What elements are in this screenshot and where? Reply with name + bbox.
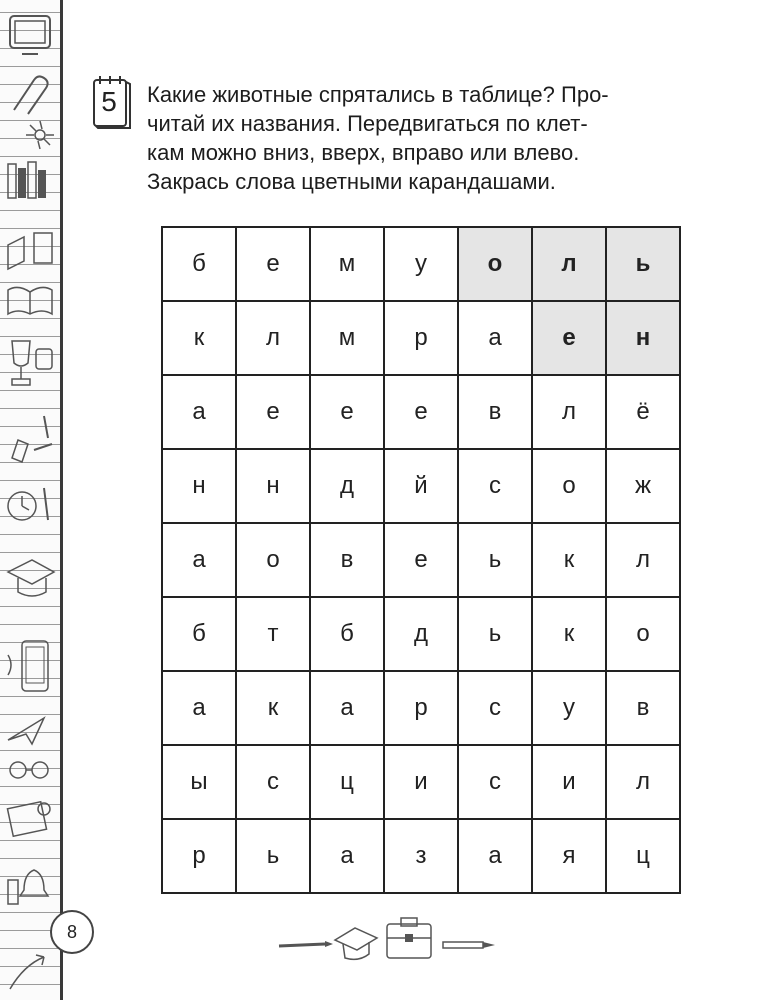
sidebar-rule-line bbox=[0, 912, 60, 913]
grid-cell[interactable]: л bbox=[532, 227, 606, 301]
grid-cell[interactable]: в bbox=[606, 671, 680, 745]
sidebar-rule-line bbox=[0, 66, 60, 67]
grid-cell[interactable]: ь bbox=[606, 227, 680, 301]
flower-icon bbox=[4, 115, 56, 155]
instruction-line: читай их названия. Передвигаться по клет- bbox=[147, 111, 588, 136]
grid-cell[interactable]: з bbox=[384, 819, 458, 893]
instruction-line: кам можно вниз, вверх, вправо или влево. bbox=[147, 140, 580, 165]
grid-cell[interactable]: е bbox=[384, 523, 458, 597]
grid-cell[interactable]: в bbox=[458, 375, 532, 449]
sidebar-rule-line bbox=[0, 156, 60, 157]
grid-cell[interactable]: е bbox=[532, 301, 606, 375]
grid-cell[interactable]: е bbox=[236, 375, 310, 449]
task-number-badge bbox=[90, 74, 132, 130]
grid-row bbox=[162, 523, 680, 597]
grid-cell[interactable]: ь bbox=[458, 597, 532, 671]
paper-plane-icon bbox=[4, 710, 56, 750]
grid-row bbox=[162, 745, 680, 819]
grid-cell[interactable]: д bbox=[384, 597, 458, 671]
clock-icon bbox=[4, 480, 56, 535]
grid-cell[interactable]: м bbox=[310, 301, 384, 375]
grid-cell[interactable]: у bbox=[384, 227, 458, 301]
grid-cell[interactable]: о bbox=[236, 523, 310, 597]
paperclip-icon bbox=[4, 70, 56, 120]
grid-cell[interactable]: л bbox=[236, 301, 310, 375]
grid-row bbox=[162, 227, 680, 301]
grid-cell[interactable]: о bbox=[458, 227, 532, 301]
grid-cell[interactable]: а bbox=[162, 671, 236, 745]
bell-icon bbox=[4, 860, 56, 910]
grid-cell[interactable]: с bbox=[458, 449, 532, 523]
letter-grid bbox=[161, 226, 681, 894]
briefcase-icon bbox=[387, 918, 431, 958]
grid-cell[interactable]: к bbox=[236, 671, 310, 745]
grid-cell[interactable]: ц bbox=[606, 819, 680, 893]
grid-cell[interactable]: б bbox=[310, 597, 384, 671]
grid-cell[interactable]: в bbox=[310, 523, 384, 597]
grid-row bbox=[162, 671, 680, 745]
grid-cell[interactable]: к bbox=[532, 523, 606, 597]
grid-cell[interactable]: р bbox=[384, 301, 458, 375]
trophy-icon bbox=[4, 335, 56, 390]
grid-cell[interactable]: ж bbox=[606, 449, 680, 523]
grid-cell[interactable]: т bbox=[236, 597, 310, 671]
task-instruction bbox=[147, 80, 707, 196]
grid-cell[interactable]: к bbox=[532, 597, 606, 671]
grid-cell[interactable]: р bbox=[162, 819, 236, 893]
sidebar-rule-line bbox=[0, 210, 60, 211]
grid-row bbox=[162, 449, 680, 523]
grid-cell[interactable]: д bbox=[310, 449, 384, 523]
arrow-doodle-icon bbox=[4, 945, 56, 995]
grid-cell[interactable]: а bbox=[162, 375, 236, 449]
pen-icon bbox=[279, 941, 333, 947]
grid-cell[interactable]: р bbox=[384, 671, 458, 745]
grid-cell[interactable]: о bbox=[606, 597, 680, 671]
grid-cell[interactable]: а bbox=[458, 819, 532, 893]
pencil-icon bbox=[4, 410, 56, 470]
phone-icon bbox=[4, 635, 56, 705]
tablet-icon bbox=[4, 10, 56, 60]
grid-cell[interactable]: л bbox=[606, 745, 680, 819]
book-icon bbox=[4, 225, 56, 275]
grid-cell[interactable]: е bbox=[384, 375, 458, 449]
grid-cell[interactable]: и bbox=[532, 745, 606, 819]
sidebar-border bbox=[60, 0, 63, 1000]
graduation-cap-icon bbox=[335, 928, 377, 959]
grid-cell[interactable]: м bbox=[310, 227, 384, 301]
grid-cell[interactable]: о bbox=[532, 449, 606, 523]
footer-decoration bbox=[275, 910, 505, 970]
grid-cell[interactable]: б bbox=[162, 597, 236, 671]
sidebar-rule-line bbox=[0, 858, 60, 859]
grid-cell[interactable]: я bbox=[532, 819, 606, 893]
grid-cell[interactable]: н bbox=[606, 301, 680, 375]
grid-cell[interactable]: а bbox=[162, 523, 236, 597]
grid-cell[interactable]: к bbox=[162, 301, 236, 375]
grid-cell[interactable]: л bbox=[606, 523, 680, 597]
grid-cell[interactable]: ь bbox=[458, 523, 532, 597]
grid-cell[interactable]: н bbox=[236, 449, 310, 523]
grid-cell[interactable]: ё bbox=[606, 375, 680, 449]
grid-cell[interactable]: ь bbox=[236, 819, 310, 893]
sidebar-rule-line bbox=[0, 390, 60, 391]
grid-cell[interactable]: ц bbox=[310, 745, 384, 819]
glasses-icon bbox=[4, 750, 56, 790]
page-number: 8 bbox=[50, 910, 94, 954]
grid-cell[interactable]: с bbox=[458, 671, 532, 745]
grid-cell[interactable]: е bbox=[310, 375, 384, 449]
grid-row bbox=[162, 597, 680, 671]
grid-row bbox=[162, 375, 680, 449]
magnifier-icon bbox=[4, 795, 56, 845]
grid-cell[interactable]: с bbox=[458, 745, 532, 819]
grid-cell[interactable]: а bbox=[458, 301, 532, 375]
sidebar-rule-line bbox=[0, 408, 60, 409]
task-number: 5 bbox=[101, 86, 117, 117]
graduation-cap-icon bbox=[4, 550, 56, 610]
instruction-line: Какие животные спрятались в таблице? Про- bbox=[147, 82, 609, 107]
grid-cell[interactable]: л bbox=[532, 375, 606, 449]
grid-cell[interactable]: у bbox=[532, 671, 606, 745]
grid-cell[interactable]: а bbox=[310, 671, 384, 745]
grid-cell[interactable]: ы bbox=[162, 745, 236, 819]
open-book-icon bbox=[4, 280, 56, 320]
pencil-icon bbox=[443, 942, 495, 948]
grid-cell[interactable]: й bbox=[384, 449, 458, 523]
grid-cell[interactable]: е bbox=[236, 227, 310, 301]
grid-cell[interactable]: и bbox=[384, 745, 458, 819]
grid-row bbox=[162, 819, 680, 893]
grid-cell[interactable]: а bbox=[310, 819, 384, 893]
grid-cell[interactable]: б bbox=[162, 227, 236, 301]
sidebar-rule-line bbox=[0, 624, 60, 625]
grid-cell[interactable]: н bbox=[162, 449, 236, 523]
grid-row bbox=[162, 301, 680, 375]
instruction-line: Закрась слова цветными карандашами. bbox=[147, 169, 556, 194]
books-icon bbox=[4, 158, 56, 203]
grid-cell[interactable]: с bbox=[236, 745, 310, 819]
